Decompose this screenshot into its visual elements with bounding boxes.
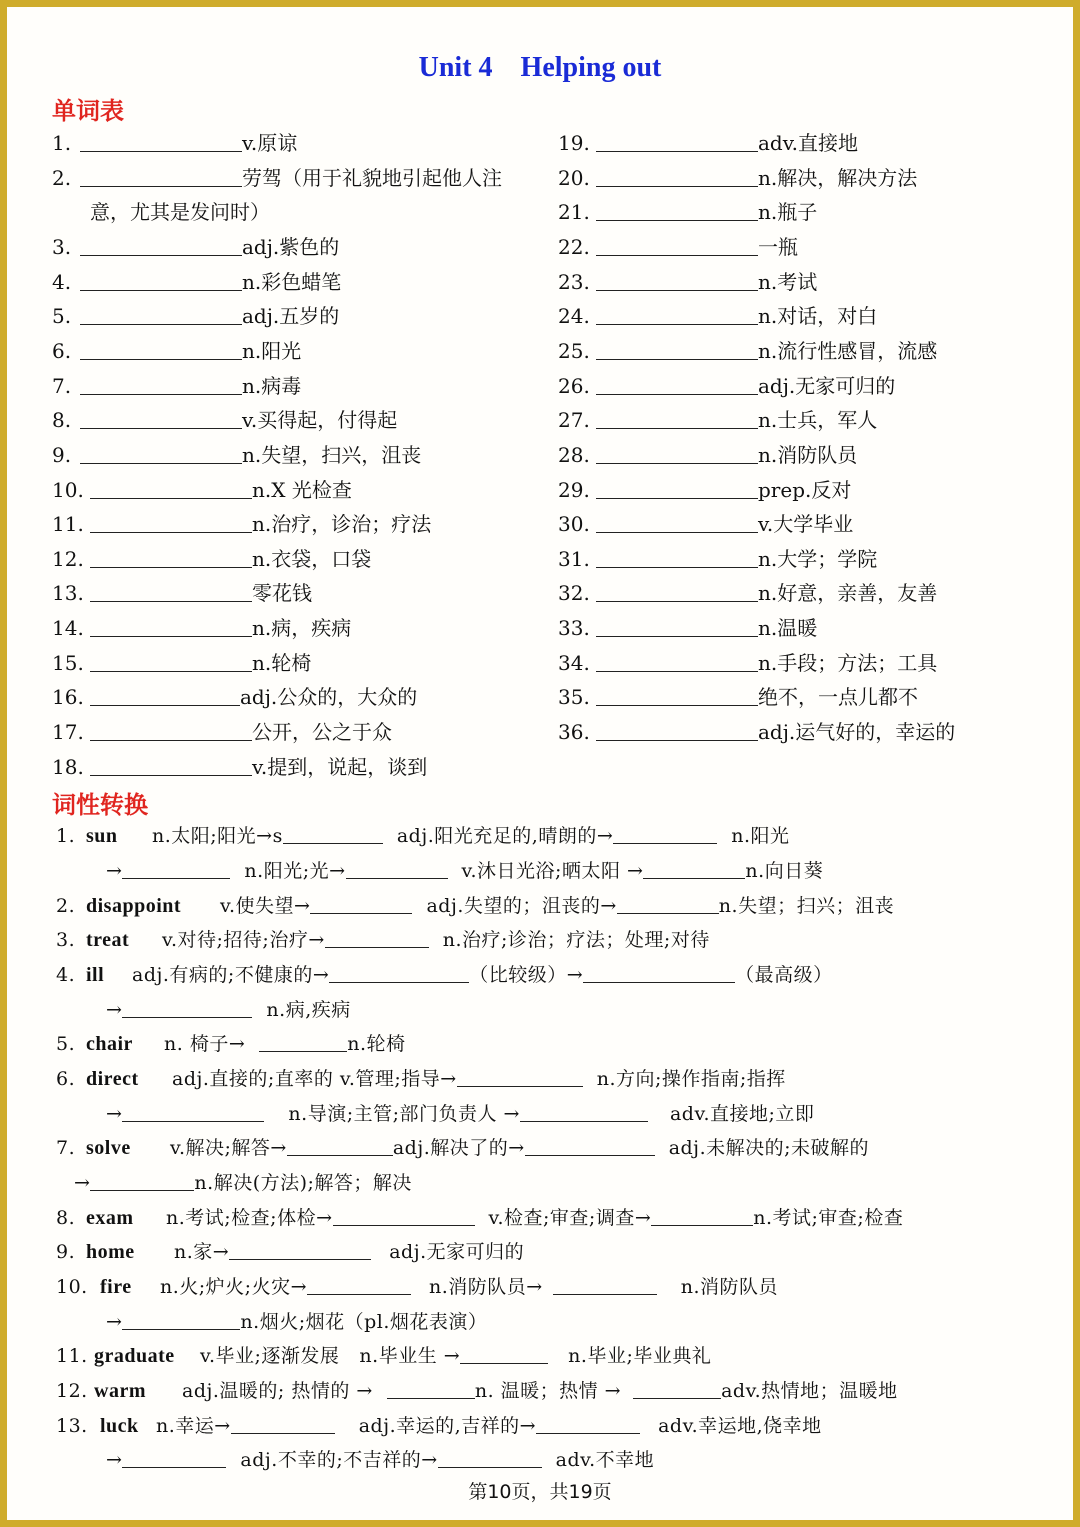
answer-blank[interactable] <box>583 962 735 983</box>
conversion-item-continuation: → n.烟火;烟花（pl.烟花表演） <box>106 1311 488 1333</box>
conversion-item-continuation: → n.病,疾病 <box>106 999 351 1021</box>
answer-blank[interactable] <box>80 443 242 464</box>
answer-blank[interactable] <box>596 547 758 568</box>
vocab-item: 27. n.士兵，军人 <box>558 408 878 432</box>
vocab-item: 28. n.消防队员 <box>558 443 858 467</box>
answer-blank[interactable] <box>438 1447 542 1468</box>
answer-blank[interactable] <box>651 1205 753 1226</box>
conversion-item: 1. sun n.太阳;阳光→s adj.阳光充足的,晴朗的→ n.阳光 <box>56 825 790 847</box>
page-title: Unit 4 Helping out <box>418 52 662 83</box>
conversion-item: 9. home n.家→ adj.无家可归的 <box>56 1241 525 1263</box>
answer-blank[interactable] <box>525 1135 655 1156</box>
vocab-item: 34. n.手段；方法；工具 <box>558 651 938 675</box>
vocab-heading: 单词表 <box>52 96 124 125</box>
answer-blank[interactable] <box>457 1066 583 1087</box>
answer-blank[interactable] <box>80 339 242 360</box>
answer-blank[interactable] <box>90 616 252 637</box>
answer-blank[interactable] <box>643 858 745 879</box>
answer-blank[interactable] <box>80 131 242 152</box>
conversion-heading: 词性转换 <box>52 790 148 819</box>
answer-blank[interactable] <box>283 823 383 844</box>
conversion-item: 2. disappoint v.使失望→ adj.失望的；沮丧的→ n.失望；扫兴；沮丧 <box>56 895 895 917</box>
vocab-item: 4. n.彩色蜡笔 <box>52 270 342 294</box>
answer-blank[interactable] <box>613 823 717 844</box>
answer-blank[interactable] <box>80 166 242 187</box>
answer-blank[interactable] <box>596 200 758 221</box>
vocab-item: 21. n.瓶子 <box>558 200 818 224</box>
vocab-item: 24. n.对话，对白 <box>558 304 878 328</box>
conversion-item: 12. warm adj.温暖的; 热情的 → n. 温暖；热情 → adv.热情地；温暖地 <box>56 1380 898 1402</box>
vocab-item: 15. n.轮椅 <box>52 651 312 675</box>
answer-blank[interactable] <box>596 720 758 741</box>
answer-blank[interactable] <box>90 755 252 776</box>
answer-blank[interactable] <box>80 374 242 395</box>
vocab-item: 18. v.提到，说起，谈到 <box>52 755 428 779</box>
answer-blank[interactable] <box>617 893 719 914</box>
vocab-item: 31. n.大学；学院 <box>558 547 878 571</box>
vocab-item: 29. prep.反对 <box>558 478 852 502</box>
answer-blank[interactable] <box>596 651 758 672</box>
answer-blank[interactable] <box>596 304 758 325</box>
conversion-item: 7. solve v.解决;解答→ adj.解决了的→ adj.未解决的;未破解的 <box>56 1137 870 1159</box>
answer-blank[interactable] <box>90 720 252 741</box>
answer-blank[interactable] <box>122 997 252 1018</box>
vocab-item: 23. n.考试 <box>558 270 818 294</box>
answer-blank[interactable] <box>259 1031 347 1052</box>
answer-blank[interactable] <box>596 616 758 637</box>
conversion-item: 8. exam n.考试;检查;体检→ v.检查;审查;调查→ n.考试;审查;检查 <box>56 1207 904 1229</box>
conversion-item: 11. graduate v.毕业;逐渐发展 n.毕业生 → n.毕业;毕业典礼 <box>56 1345 712 1367</box>
vocab-item: 36. adj.运气好的，幸运的 <box>558 720 956 744</box>
page-number: 第10页，共19页 <box>468 1481 612 1503</box>
answer-blank[interactable] <box>596 339 758 360</box>
vocab-item: 22. 一瓶 <box>558 235 798 259</box>
vocab-item: 12. n.衣袋，口袋 <box>52 547 372 571</box>
answer-blank[interactable] <box>229 1239 371 1260</box>
vocab-item: 5. adj.五岁的 <box>52 304 340 328</box>
conversion-item: 10. fire n.火;炉火;火灾→ n.消防队员→ n.消防队员 <box>56 1276 778 1298</box>
answer-blank[interactable] <box>307 1274 411 1295</box>
answer-blank[interactable] <box>80 408 242 429</box>
answer-blank[interactable] <box>231 1413 335 1434</box>
answer-blank[interactable] <box>325 927 429 948</box>
answer-blank[interactable] <box>287 1135 393 1156</box>
answer-blank[interactable] <box>633 1378 721 1399</box>
conversion-item-continuation: → n.导演;主管;部门负责人 → adv.直接地;立即 <box>106 1103 815 1125</box>
answer-blank[interactable] <box>333 1205 475 1226</box>
answer-blank[interactable] <box>329 962 469 983</box>
vocab-item: 26. adj.无家可归的 <box>558 374 896 398</box>
answer-blank[interactable] <box>596 131 758 152</box>
vocab-item: 8. v.买得起，付得起 <box>52 408 398 432</box>
vocab-item: 11. n.治疗，诊治；疗法 <box>52 512 432 536</box>
vocab-item: 33. n.温暖 <box>558 616 818 640</box>
vocab-item: 14. n.病，疾病 <box>52 616 352 640</box>
answer-blank[interactable] <box>90 685 240 706</box>
answer-blank[interactable] <box>310 893 412 914</box>
answer-blank[interactable] <box>90 581 252 602</box>
vocab-item: 10. n.X 光检查 <box>52 478 352 502</box>
answer-blank[interactable] <box>596 443 758 464</box>
answer-blank[interactable] <box>596 270 758 291</box>
answer-blank[interactable] <box>80 304 242 325</box>
answer-blank[interactable] <box>596 374 758 395</box>
answer-blank[interactable] <box>90 547 252 568</box>
conversion-item: 4. ill adj.有病的;不健康的→ （比较级）→ （最高级） <box>56 964 833 986</box>
answer-blank[interactable] <box>122 858 230 879</box>
conversion-item-continuation: → n.阳光;光→ v.沐日光浴;晒太阳 → n.向日葵 <box>106 860 824 882</box>
conversion-item-continuation: → adj.不幸的;不吉祥的→ adv.不幸地 <box>106 1449 655 1471</box>
answer-blank[interactable] <box>122 1447 226 1468</box>
conversion-item: 6. direct adj.直接的;直率的 v.管理;指导→ n.方向;操作指南;指挥 <box>56 1068 786 1090</box>
vocab-item: 25. n.流行性感冒，流感 <box>558 339 938 363</box>
vocab-item: 17. 公开，公之于众 <box>52 720 392 744</box>
conversion-item: 3. treat v.对待;招待;治疗→ n.治疗;诊治；疗法；处理;对待 <box>56 929 710 951</box>
answer-blank[interactable] <box>80 235 242 256</box>
answer-blank[interactable] <box>596 581 758 602</box>
answer-blank[interactable] <box>596 685 758 706</box>
conversion-item: 13. luck n.幸运→ adj.幸运的,吉祥的→ adv.幸运地,侥幸地 <box>56 1415 822 1437</box>
vocab-item: 16. adj.公众的，大众的 <box>52 685 418 709</box>
answer-blank[interactable] <box>80 270 242 291</box>
conversion-item-continuation: → n.解决(方法);解答；解决 <box>74 1172 412 1194</box>
vocab-item: 35. 绝不，一点儿都不 <box>558 685 918 709</box>
vocab-item: 7. n.病毒 <box>52 374 302 398</box>
answer-blank[interactable] <box>90 512 252 533</box>
vocab-item: 20. n.解决，解决方法 <box>558 166 918 190</box>
vocab-item: 9. n.失望，扫兴，沮丧 <box>52 443 422 467</box>
answer-blank[interactable] <box>536 1413 640 1434</box>
vocab-item: 3. adj.紫色的 <box>52 235 340 259</box>
answer-blank[interactable] <box>596 166 758 187</box>
answer-blank[interactable] <box>90 1170 194 1191</box>
vocab-item: 13. 零花钱 <box>52 581 312 605</box>
vocab-item: 2. 劳驾（用于礼貌地引起他人注 <box>52 166 502 190</box>
vocab-item-continuation: 意，尤其是发问时） <box>90 200 270 224</box>
answer-blank[interactable] <box>346 858 448 879</box>
answer-blank[interactable] <box>90 478 252 499</box>
vocab-item: 30. v.大学毕业 <box>558 512 854 536</box>
answer-blank[interactable] <box>596 408 758 429</box>
answer-blank[interactable] <box>520 1101 648 1122</box>
vocab-item: 1. v.原谅 <box>52 131 298 155</box>
vocab-item: 19. adv.直接地 <box>558 131 859 155</box>
vocab-item: 6. n.阳光 <box>52 339 302 363</box>
answer-blank[interactable] <box>460 1343 548 1364</box>
answer-blank[interactable] <box>596 512 758 533</box>
answer-blank[interactable] <box>596 478 758 499</box>
answer-blank[interactable] <box>553 1274 657 1295</box>
answer-blank[interactable] <box>90 651 252 672</box>
answer-blank[interactable] <box>387 1378 475 1399</box>
conversion-item: 5. chair n. 椅子→ n.轮椅 <box>56 1033 406 1055</box>
answer-blank[interactable] <box>122 1101 264 1122</box>
vocab-item: 32. n.好意，亲善，友善 <box>558 581 938 605</box>
answer-blank[interactable] <box>596 235 758 256</box>
answer-blank[interactable] <box>122 1309 240 1330</box>
